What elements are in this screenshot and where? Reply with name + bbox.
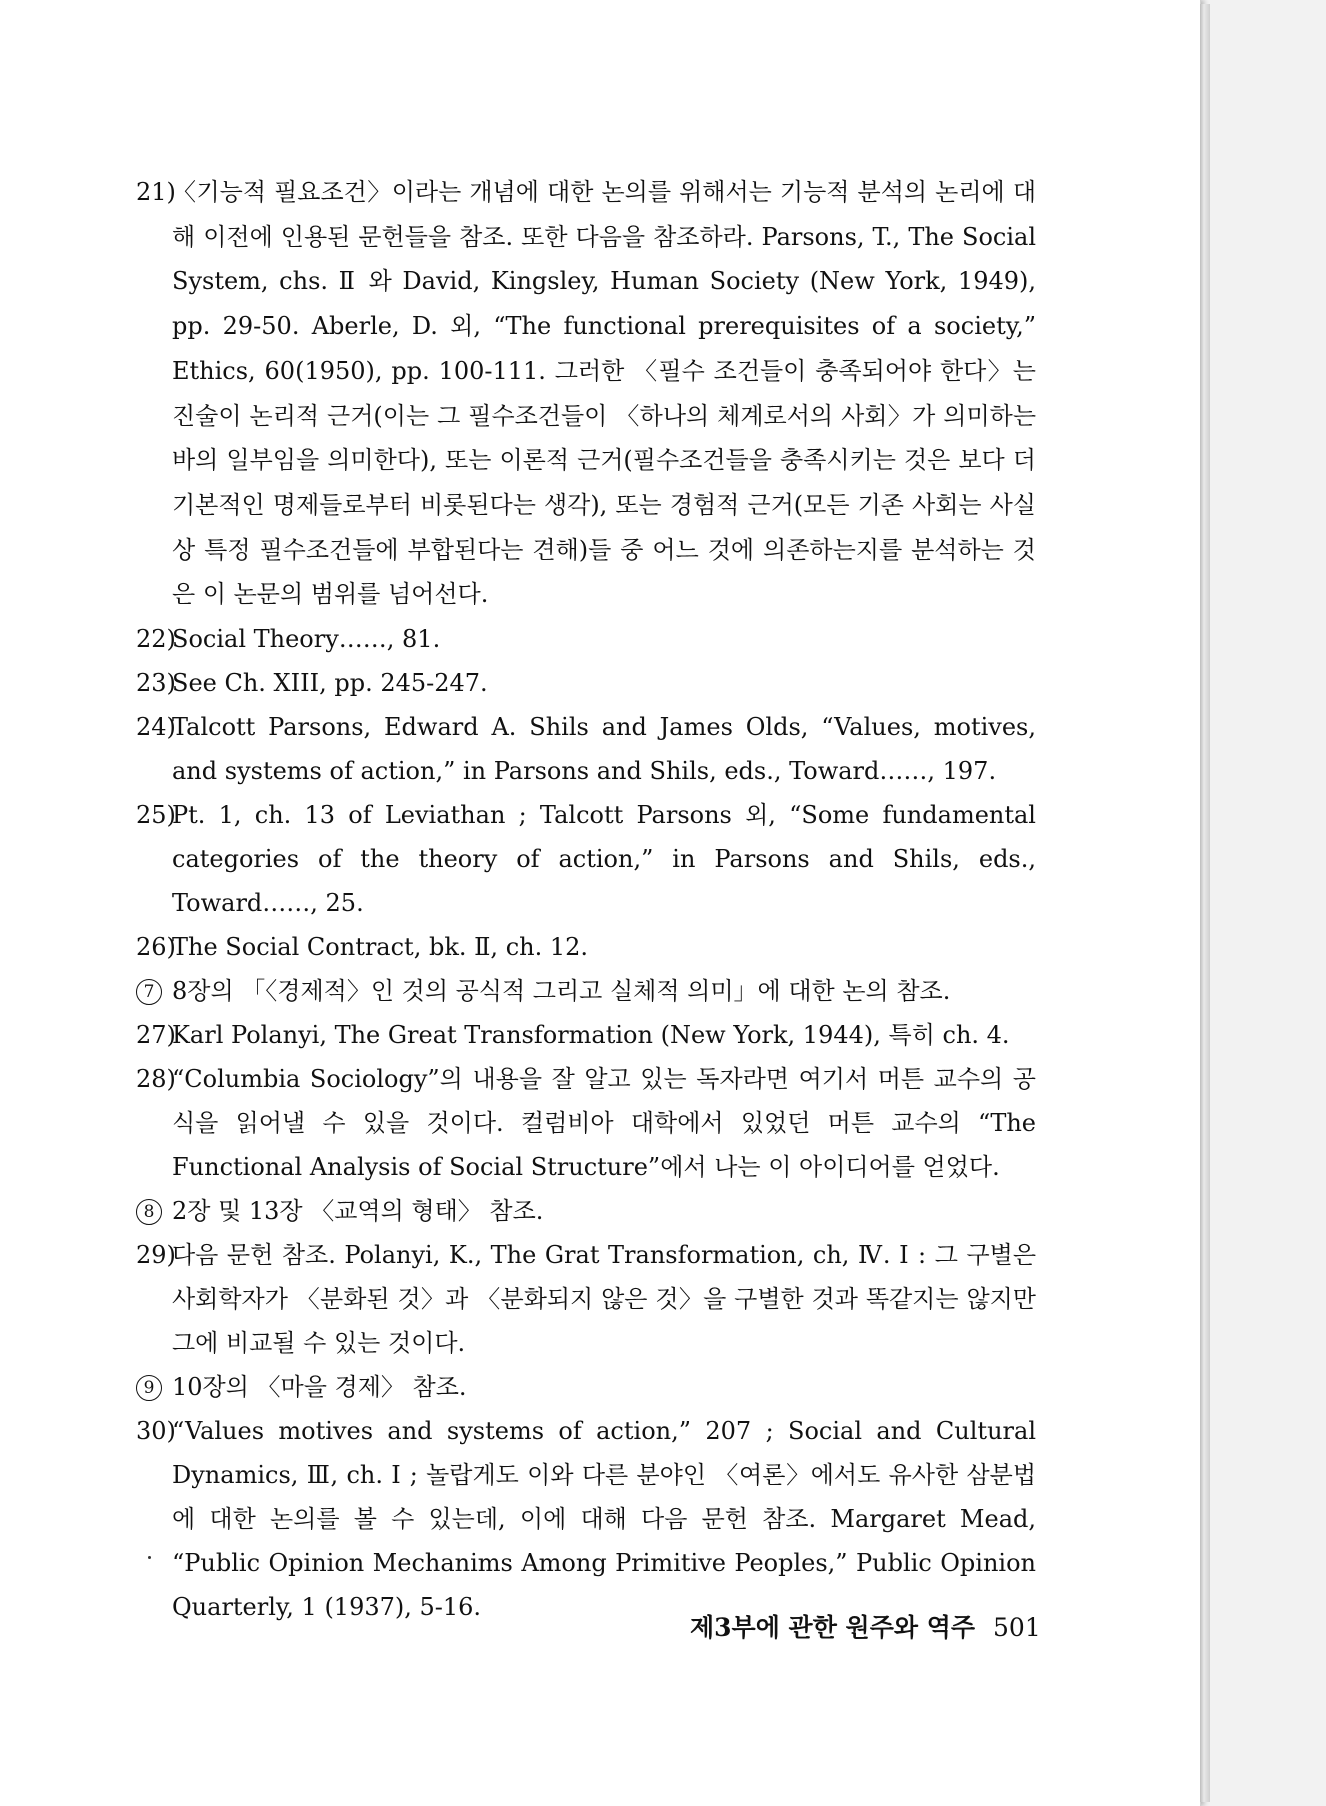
- circled-number: 7: [136, 979, 162, 1005]
- translator-note-9: [136, 1365, 1036, 1409]
- footer-title: 제3부에 관한 원주와 역주: [690, 1613, 976, 1642]
- translator-note-7: [136, 969, 1036, 1013]
- endnote-27: [136, 1013, 1036, 1057]
- note-number: 28): [136, 1065, 176, 1094]
- note-number: 26): [136, 933, 176, 962]
- note-text: “Values motives and systems of action,” 207 ; Social and Cultural Dynamics, Ⅲ, ch. Ⅰ ; 놀랍게도 이와 다른 분야인 〈여론〉에서도 유사한 삼분법에 대한 논의를 볼 수 있는데, 이에 대해 다음 문헌 참조. Margaret Mead, “Public Opinion Mechanims Among Primitive Peoples,” Public Opinion Quarterly, 1 (1937), 5-16.: [172, 1417, 1036, 1622]
- note-number: 25): [136, 801, 176, 830]
- circled-number: 9: [136, 1375, 162, 1401]
- endnote-30: [136, 1409, 1036, 1629]
- note-number-circled: [136, 1365, 162, 1409]
- note-number: 22): [136, 625, 176, 654]
- stray-mark: [148, 1556, 151, 1559]
- note-number: 24): [136, 713, 176, 742]
- note-text: “Columbia Sociology”의 내용을 잘 알고 있는 독자라면 여기서 머튼 교수의 공식을 읽어낼 수 있을 것이다. 컬럼비아 대학에서 있었던 머튼 교수의 “The Functional Analysis of Social Structure”에서 나는 이 아이디어를 얻었다.: [172, 1065, 1036, 1182]
- endnote-21: [136, 170, 1036, 617]
- note-number: 23): [136, 669, 176, 698]
- note-text: See Ch. XIII, pp. 245-247.: [172, 669, 488, 698]
- endnote-24: [136, 705, 1036, 793]
- endnote-26: [136, 925, 1036, 969]
- note-number: 30): [136, 1417, 176, 1446]
- note-text: Pt. 1, ch. 13 of Leviathan ; Talcott Parsons 외, “Some fundamental categories of the theory of action,” in Parsons and Shils, eds., Toward……, 25.: [172, 801, 1036, 918]
- note-number: 21): [136, 178, 176, 206]
- page-edge: [1200, 4, 1210, 1802]
- note-text: 2장 및 13장 〈교역의 형태〉 참조.: [172, 1197, 544, 1226]
- note-text: 8장의 「〈경제적〉인 것의 공식적 그리고 실체적 의미」에 대한 논의 참조.: [172, 977, 951, 1006]
- note-number-circled: [136, 1189, 162, 1233]
- note-text: 10장의 〈마을 경제〉 참조.: [172, 1373, 467, 1402]
- endnote-22: [136, 617, 1036, 661]
- note-text: Karl Polanyi, The Great Transformation (New York, 1944), 특히 ch. 4.: [172, 1021, 1010, 1050]
- circled-number: 8: [136, 1199, 162, 1225]
- note-number: 29): [136, 1241, 176, 1270]
- note-text: 〈기능적 필요조건〉이라는 개념에 대한 논의를 위해서는 기능적 분석의 논리에 대해 이전에 인용된 문헌들을 참조. 또한 다음을 참조하라. Parsons, T., The Social System, chs. Ⅱ 와 David, Kingsley, Human Society (New York, 1949), pp. 29-50. Aberle, D. 외, “The functional prerequisites of a society,” Ethics, 60(1950), pp. 100-111. 그러한 〈필수 조건들이 충족되어야 한다〉는 진술이 논리적 근거(이는 그 필수조건들이 〈하나의 체계로서의 사회〉가 의미하는 바의 일부임을 의미한다), 또는 이론적 근거(필수조건들을 충족시키는 것은 보다 더 기본적인 명제들로부터 비롯된다는 생각), 또는 경험적 근거(모든 기존 사회는 사실상 특정 필수조건들에 부합된다는 견해)들 중 어느 것에 의존하는지를 분석하는 것은 이 논문의 범위를 넘어선다.: [172, 178, 1036, 609]
- endnote-23: [136, 661, 1036, 705]
- note-text: 다음 문헌 참조. Polanyi, K., The Grat Transformation, ch, Ⅳ. Ⅰ : 그 구별은 사회학자가 〈분화된 것〉과 〈분화되지 않은 것〉을 구별한 것과 똑같지는 않지만 그에 비교될 수 있는 것이다.: [172, 1241, 1036, 1358]
- endnote-25: [136, 793, 1036, 925]
- note-number-circled: [136, 969, 162, 1013]
- endnote-29: [136, 1233, 1036, 1365]
- running-footer: [690, 1608, 1041, 1644]
- page-number: 501: [993, 1613, 1041, 1642]
- endnote-28: [136, 1057, 1036, 1189]
- note-text: Talcott Parsons, Edward A. Shils and James Olds, “Values, motives, and systems of action,” in Parsons and Shils, eds., Toward……, 197.: [172, 713, 1036, 786]
- endnotes-list: [136, 170, 1036, 1629]
- note-number: 27): [136, 1021, 176, 1050]
- note-text: Social Theory……, 81.: [172, 625, 441, 654]
- note-text: The Social Contract, bk. Ⅱ, ch. 12.: [172, 933, 589, 962]
- translator-note-8: [136, 1189, 1036, 1233]
